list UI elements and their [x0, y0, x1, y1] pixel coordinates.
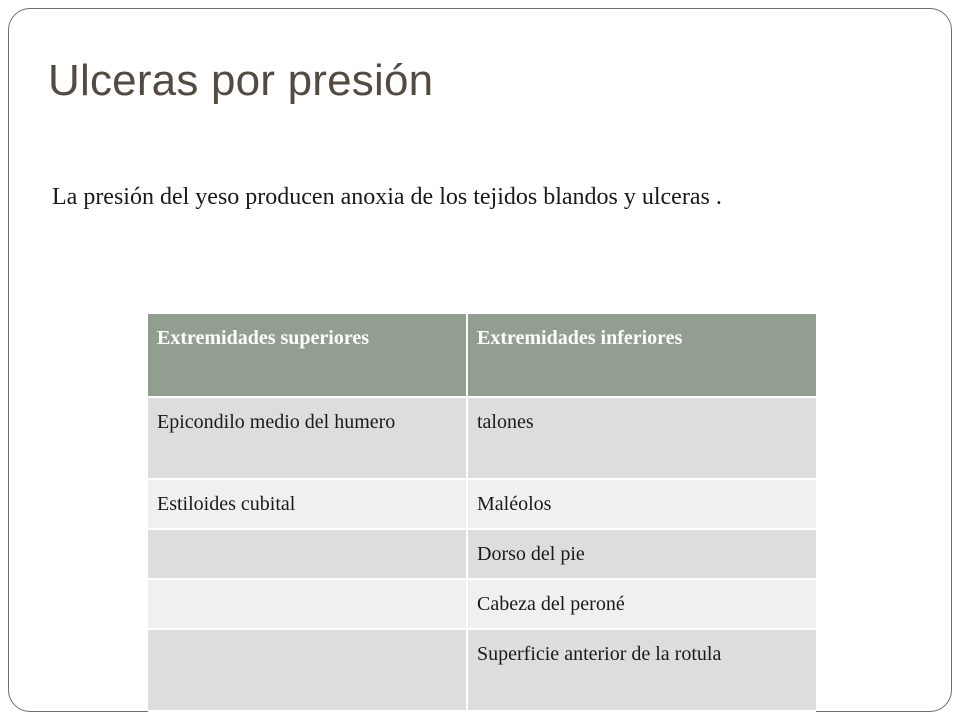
table-cell: Cabeza del peroné	[468, 580, 816, 630]
table-row	[148, 398, 816, 480]
table-cell: talones	[468, 398, 816, 480]
header-lower-extremities: Extremidades inferiores	[468, 314, 816, 398]
table-row	[148, 530, 816, 580]
header-upper-extremities: Extremidades superiores	[148, 314, 468, 398]
table-cell	[148, 530, 468, 580]
table-cell	[148, 630, 468, 712]
table-cell: Maléolos	[468, 480, 816, 530]
table-cell: Superficie anterior de la rotula	[468, 630, 816, 712]
table-row	[148, 580, 816, 630]
slide-title: Ulceras por presión	[48, 56, 434, 105]
table-cell: Estiloides cubital	[148, 480, 468, 530]
table-cell: Dorso del pie	[468, 530, 816, 580]
slide-body-text: La presión del yeso producen anoxia de los tejidos blandos y ulceras .	[52, 184, 722, 210]
pressure-sites-table	[148, 314, 816, 712]
table-cell: Epicondilo medio del humero	[148, 398, 468, 480]
table-cell	[148, 580, 468, 630]
table-row	[148, 630, 816, 712]
table-header-row	[148, 314, 816, 398]
table-row	[148, 480, 816, 530]
